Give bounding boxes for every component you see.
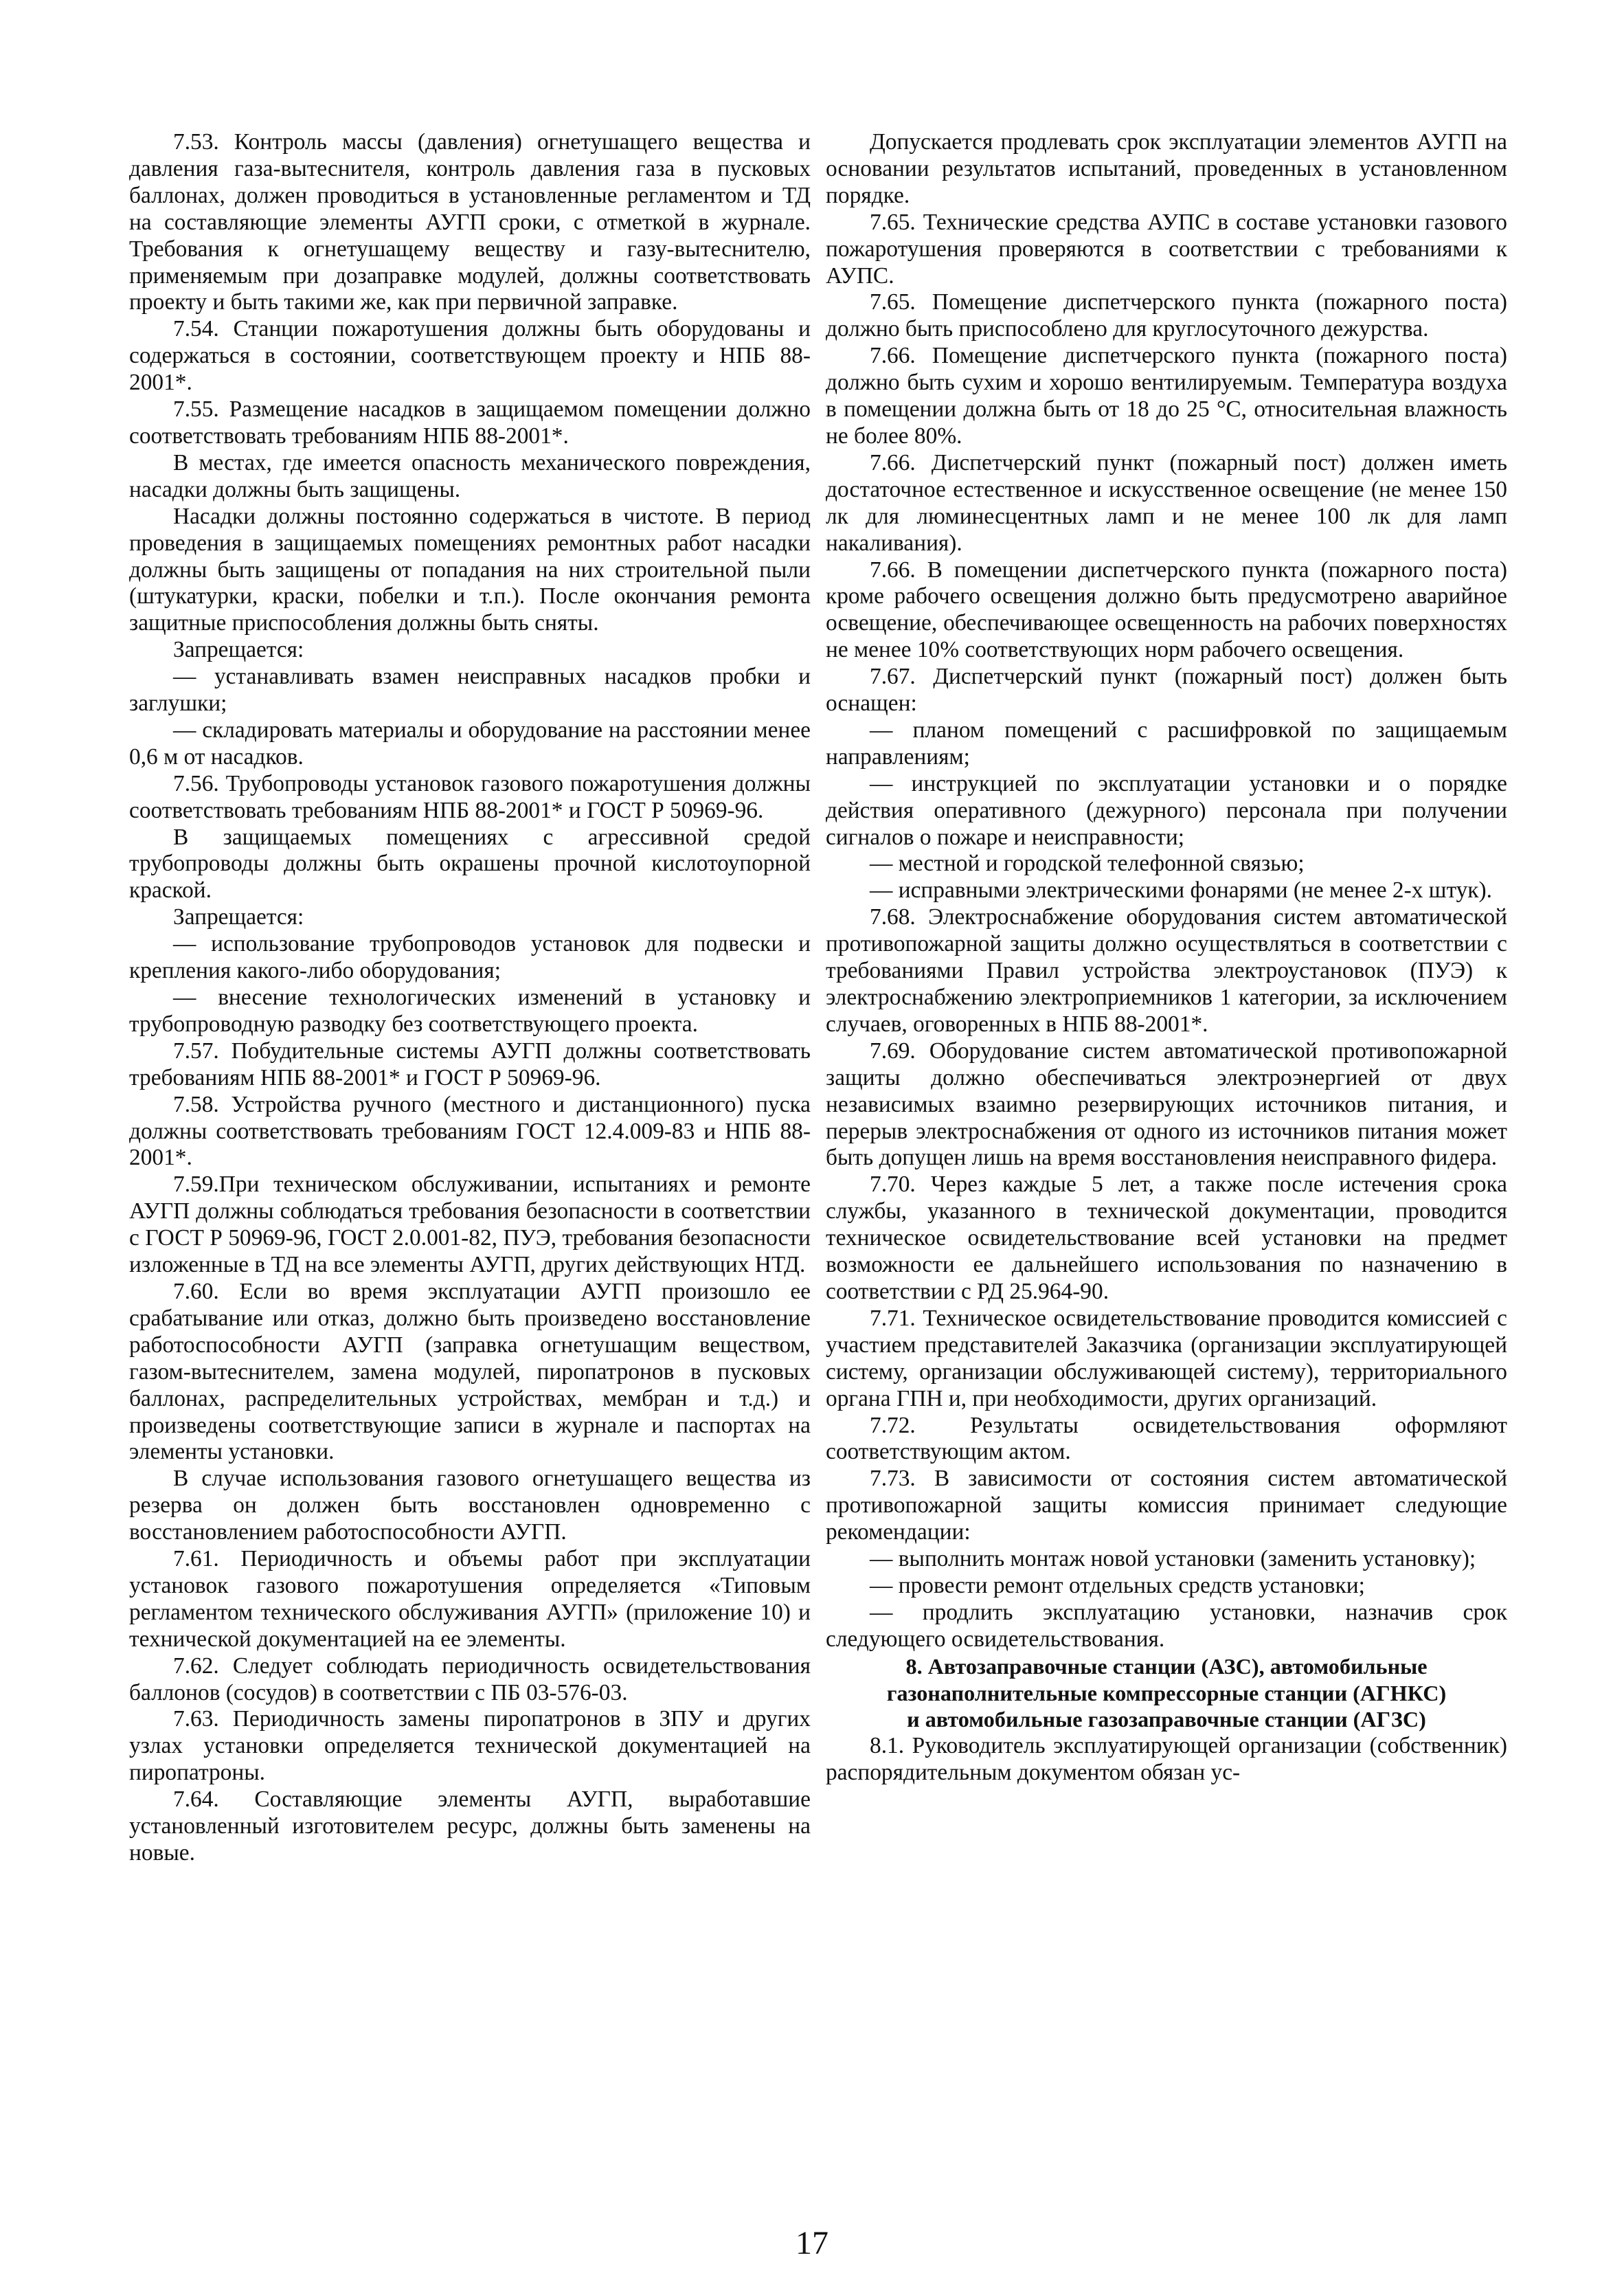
paragraph-7-58: 7.58. Устройства ручного (местного и дистанционного) пуска должны соответствовать требованиям ГОСТ 12.4.009-83 и НПБ 88-2001*. [129, 1091, 811, 1171]
list-item: — провести ремонт отдельных средств установки; [870, 1572, 1365, 1598]
paragraph-7-69: 7.69. Оборудование систем автоматической противопожарной защиты должно обеспечиваться электроэнергией от двух независимых взаимно резервирующих источников питания, и перерыв электроснабжения от одного из источников питания может быть допущен лишь на время восстановления неисправного фидера. [826, 1038, 1507, 1171]
paragraph-7-54: 7.54. Станции пожаротушения должны быть оборудованы и содержаться в состоянии, соответствующем проекту и НПБ 88-2001*. [129, 316, 811, 396]
paragraph-7-73: 7.73. В зависимости от состояния систем автоматической противопожарной защиты комиссия принимает следующие рекомендации: [826, 1466, 1507, 1545]
paragraph-8-1: 8.1. Руководитель эксплуатирующей организации (собственник) распорядительным документом обязан ус- [826, 1733, 1507, 1786]
list-item: — устанавливать взамен неисправных насадков пробки и заглушки; [129, 664, 811, 717]
paragraph-7-67: 7.67. Диспетчерский пункт (пожарный пост) должен быть оснащен: [826, 664, 1507, 717]
paragraph-7-61: 7.61. Периодичность и объемы работ при эксплуатации установок газового пожаротушения определяется «Типовым регламентом технического обслуживания АУГП» (приложение 10) и технической документацией на ее элементы. [129, 1546, 811, 1652]
paragraph-7-66: 7.66. Диспетчерский пункт (пожарный пост) должен иметь достаточное естественное и искусственное освещение (не менее 150 лк для люминесцентных ламп и не менее 100 лк для ламп накаливания). [826, 449, 1507, 556]
paragraph: Допускается продлевать срок эксплуатации элементов АУГП на основании результатов испытаний, проведенных в установленном порядке. [826, 129, 1507, 208]
right-column [826, 129, 1507, 1787]
paragraph-7-68: 7.68. Электроснабжение оборудования систем автоматической противопожарной защиты должно осуществляться в соответствии с требованиями Правил устройства электроустановок (ПУЭ) к электроснабжению электроприемников 1 категории, за исключением случаев, оговоренных в НПБ 88-2001*. [826, 904, 1507, 1037]
list-item: — складировать материалы и оборудование на расстоянии менее 0,6 м от насадков. [129, 717, 811, 770]
paragraph-7-62: 7.62. Следует соблюдать периодичность освидетельствования баллонов (сосудов) в соответствии с ПБ 03-576-03. [129, 1653, 811, 1705]
paragraph-7-71: 7.71. Техническое освидетельствование проводится комиссией с участием представителей Заказчика (организации эксплуатирующей систему, организации обслуживающей систему), территориального органа ГПН и, при необходимости, других организаций. [826, 1305, 1507, 1411]
list-item: — продлить эксплуатацию установки, назначив срок следующего освидетельствования. [826, 1599, 1507, 1652]
paragraph: Насадки должны постоянно содержаться в чистоте. В период проведения в защищаемых помещениях ремонтных работ насадки должны быть защищены от попадания на них строительной пыли (штукатурки, краски, побелки и т.п.). После окончания ремонта защитные приспособления должны быть сняты. [129, 503, 811, 636]
paragraph-7-66: 7.66. Помещение диспетчерского пункта (пожарного поста) должно быть сухим и хорошо вентилируемым. Температура воздуха в помещении должна быть от 18 до 25 °С, относительная влажность не более 80%. [826, 343, 1507, 449]
paragraph-7-55: 7.55. Размещение насадков в защищаемом помещении должно соответствовать требованиям НПБ 88-2001*. [129, 396, 811, 449]
paragraph: Запрещается: [173, 637, 304, 663]
list-item: — выполнить монтаж новой установки (заменить установку); [870, 1546, 1476, 1572]
list-item: — планом помещений с расшифровкой по защищаемым направлениям; [826, 717, 1507, 770]
page-number: 17 [796, 2225, 828, 2261]
section-heading-line-1: 8. Автозаправочные станции (АЗС), автомобильные [905, 1653, 1428, 1679]
paragraph: Запрещается: [173, 904, 304, 930]
paragraph-7-57: 7.57. Побудительные системы АУГП должны соответствовать требованиям НПБ 88-2001* и ГОСТ Р 50969-96. [129, 1038, 811, 1090]
paragraph-7-59: 7.59.При техническом обслуживании, испытаниях и ремонте АУГП должны соблюдаться требования безопасности в соответствии с ГОСТ Р 50969-96, ГОСТ 2.0.001-82, ПУЭ, требования безопасности изложенные в ТД на все элементы АУГП, других действующих НТД. [129, 1172, 811, 1278]
list-item: — исправными электрическими фонарями (не менее 2-х штук). [870, 877, 1492, 904]
paragraph: В местах, где имеется опасность механического повреждения, насадки должны быть защищены. [129, 449, 811, 502]
paragraph: В случае использования газового огнетушащего вещества из резерва он должен быть восстановлен одновременно с восстановлением работоспособности АУГП. [129, 1466, 811, 1545]
paragraph-7-70: 7.70. Через каждые 5 лет, а также после истечения срока службы, указанного в технической документации, проводится техническое освидетельствование всей установки на предмет возможности ее дальнейшего использования по назначению в соответствии с РД 25.964-90. [826, 1172, 1507, 1304]
list-item: — инструкцией по эксплуатации установки и о порядке действия оперативного (дежурного) персонала при получении сигналов о пожаре и неисправности; [826, 770, 1507, 850]
section-heading-line-3: и автомобильные газозаправочные станции (АГЗС) [907, 1707, 1426, 1732]
paragraph-7-65: 7.65. Помещение диспетчерского пункта (пожарного поста) должно быть приспособлено для круглосуточного дежурства. [826, 289, 1507, 342]
list-item: — внесение технологических изменений в установку и трубопроводную разводку без соответствующего проекта. [129, 985, 811, 1037]
list-item: — использование трубопроводов установок для подвески и крепления какого-либо оборудования; [129, 931, 811, 984]
paragraph-7-63: 7.63. Периодичность замены пиропатронов в ЗПУ и других узлах установки определяется технической документацией на пиропатроны. [129, 1706, 811, 1786]
paragraph-7-72: 7.72. Результаты освидетельствования оформляют соответствующим актом. [826, 1412, 1507, 1465]
paragraph-7-66: 7.66. В помещении диспетчерского пункта (пожарного поста) кроме рабочего освещения должно быть предусмотрено аварийное освещение, обеспечивающее освещенность на рабочих поверхностях не менее 10% соответствующих норм рабочего освещения. [826, 557, 1507, 663]
paragraph-7-56: 7.56. Трубопроводы установок газового пожаротушения должны соответствовать требованиям НПБ 88-2001* и ГОСТ Р 50969-96. [129, 770, 811, 823]
paragraph-7-65: 7.65. Технические средства АУПС в составе установки газового пожаротушения проверяются в соответствии с требованиями к АУПС. [826, 209, 1507, 289]
section-heading-line-2: газонаполнительные компрессорные станции (АГНКС) [886, 1680, 1447, 1705]
paragraph: В защищаемых помещениях с агрессивной средой трубопроводы должны быть окрашены прочной кислотоупорной краской. [129, 824, 811, 904]
left-column [129, 129, 811, 1867]
paragraph-7-60: 7.60. Если во время эксплуатации АУГП произошло ее срабатывание или отказ, должно быть произведено восстановление работоспособности АУГП (заправка огнетушащим веществом, газом-вытеснителем, замена модулей, пиропатронов в пусковых баллонах, распределительных устройствах, мембран и т.д.) и произведены соответствующие записи в журнале и паспортах на элементы установки. [129, 1278, 811, 1465]
list-item: — местной и городской телефонной связью; [870, 851, 1305, 877]
paragraph-7-64: 7.64. Составляющие элементы АУГП, выработавшие установленный изготовителем ресурс, должны быть заменены на новые. [129, 1787, 811, 1866]
paragraph-7-53: 7.53. Контроль массы (давления) огнетушащего вещества и давления газа-вытеснителя, контроль давления газа в пусковых баллонах, должен проводиться в установленные регламентом и ТД на составляющие элементы АУГП сроки, с отметкой в журнале. Требования к огнетушащему веществу и газу-вытеснителю, применяемым при дозаправке модулей, должны соответствовать проекту и быть такими же, как при первичной заправке. [129, 129, 811, 315]
